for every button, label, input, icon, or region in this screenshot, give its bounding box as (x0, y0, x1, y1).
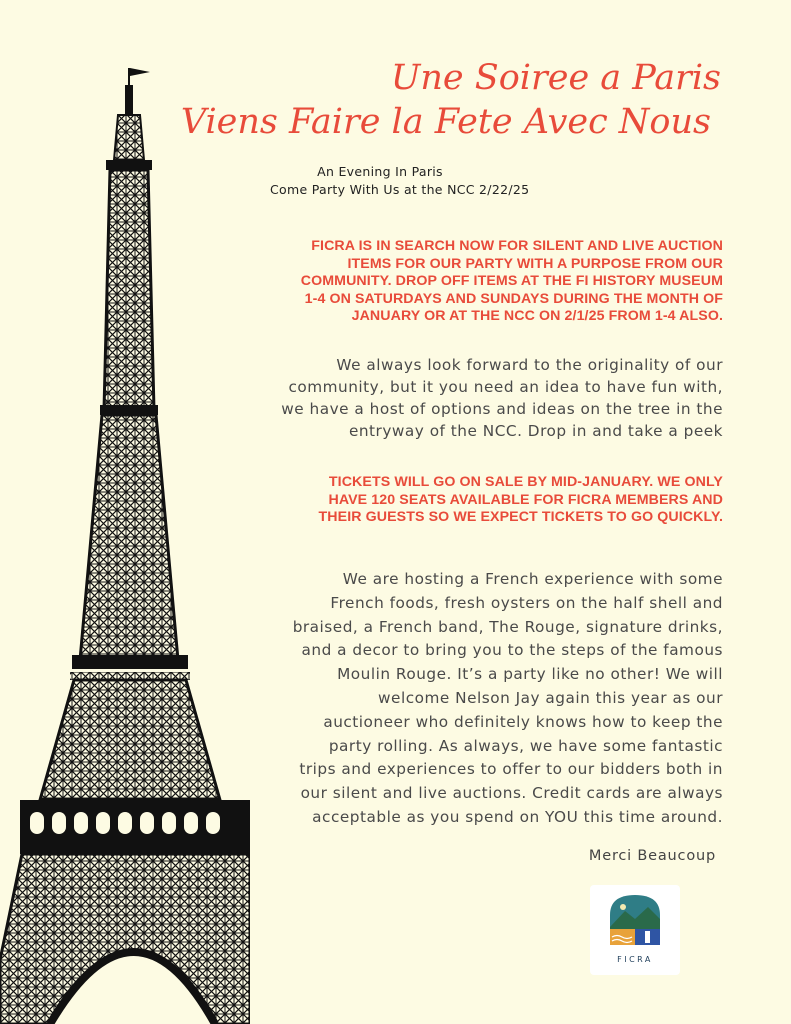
auction-notice-line: 1-4 ON SATURDAYS AND SUNDAYS DURING THE MONTH OF (304, 290, 723, 307)
logo-text: FICRA (617, 955, 653, 964)
ficra-logo-icon (590, 885, 680, 955)
ideas-line: We always look forward to the originality of our (336, 356, 723, 374)
experience-line: braised, a French band, The Rouge, signature drinks, (292, 617, 723, 636)
auction-notice-line: ITEMS FOR OUR PARTY WITH A PURPOSE FROM OUR (347, 255, 723, 272)
experience-line: We are hosting a French experience with some (342, 570, 723, 588)
tickets-notice-line: TICKETS WILL GO ON SALE BY MID-JANUARY. WE ONLY (328, 474, 723, 490)
auction-notice-line: FICRA IS IN SEARCH NOW FOR SILENT AND LIVE AUCTION (311, 238, 723, 254)
experience-line: trips and experiences to offer to our bidders both in (299, 760, 723, 779)
experience-line: welcome Nelson Jay again this year as our (378, 688, 723, 707)
experience-line: French foods, fresh oysters on the half shell and (330, 593, 723, 612)
ideas-line: we have a host of options and ideas on the tree in the (281, 400, 723, 418)
subtitle-line: Come Party With Us at the NCC 2/22/25 (270, 182, 530, 197)
auction-notice-line: JANUARY OR AT THE NCC ON 2/1/25 FROM 1-4 ALSO. (351, 308, 723, 324)
auction-notice-line: COMMUNITY. DROP OFF ITEMS AT THE FI HISTORY MUSEUM (300, 273, 723, 289)
title-line-2: Viens Faire la Fete Avec Nous (180, 102, 711, 142)
ideas-paragraph (281, 354, 723, 442)
ficra-logo (590, 885, 680, 975)
tickets-notice-line: THEIR GUESTS SO WE EXPECT TICKETS TO GO QUICKLY. (318, 509, 723, 525)
ideas-line: entryway of the NCC. Drop in and take a peek (348, 422, 723, 440)
experience-line: our silent and live auctions. Credit cards are always (300, 784, 723, 803)
auction-notice (301, 238, 723, 326)
experience-line: acceptable as you spend on YOU this time around. (312, 807, 723, 826)
title-line-1: Une Soiree a Paris (390, 58, 721, 98)
signoff: Merci Beaucoup (588, 848, 716, 864)
tickets-notice (319, 474, 723, 527)
experience-line: Moulin Rouge. It’s a party like no other! We will (337, 665, 723, 684)
tickets-notice-line: HAVE 120 SEATS AVAILABLE FOR FICRA MEMBERS AND (328, 491, 723, 508)
subtitle-line: An Evening In Paris (317, 164, 443, 179)
subtitle (270, 163, 530, 199)
eiffel-tower-icon (0, 60, 250, 1024)
experience-line: party rolling. As always, we have some fantastic (328, 736, 723, 755)
experience-paragraph (293, 568, 723, 830)
experience-line: and a decor to bring you to the steps of the famous (301, 641, 723, 660)
ideas-line: community, but it you need an idea to have fun with, (288, 378, 723, 396)
experience-line: auctioneer who definitely knows how to keep the (323, 712, 723, 731)
